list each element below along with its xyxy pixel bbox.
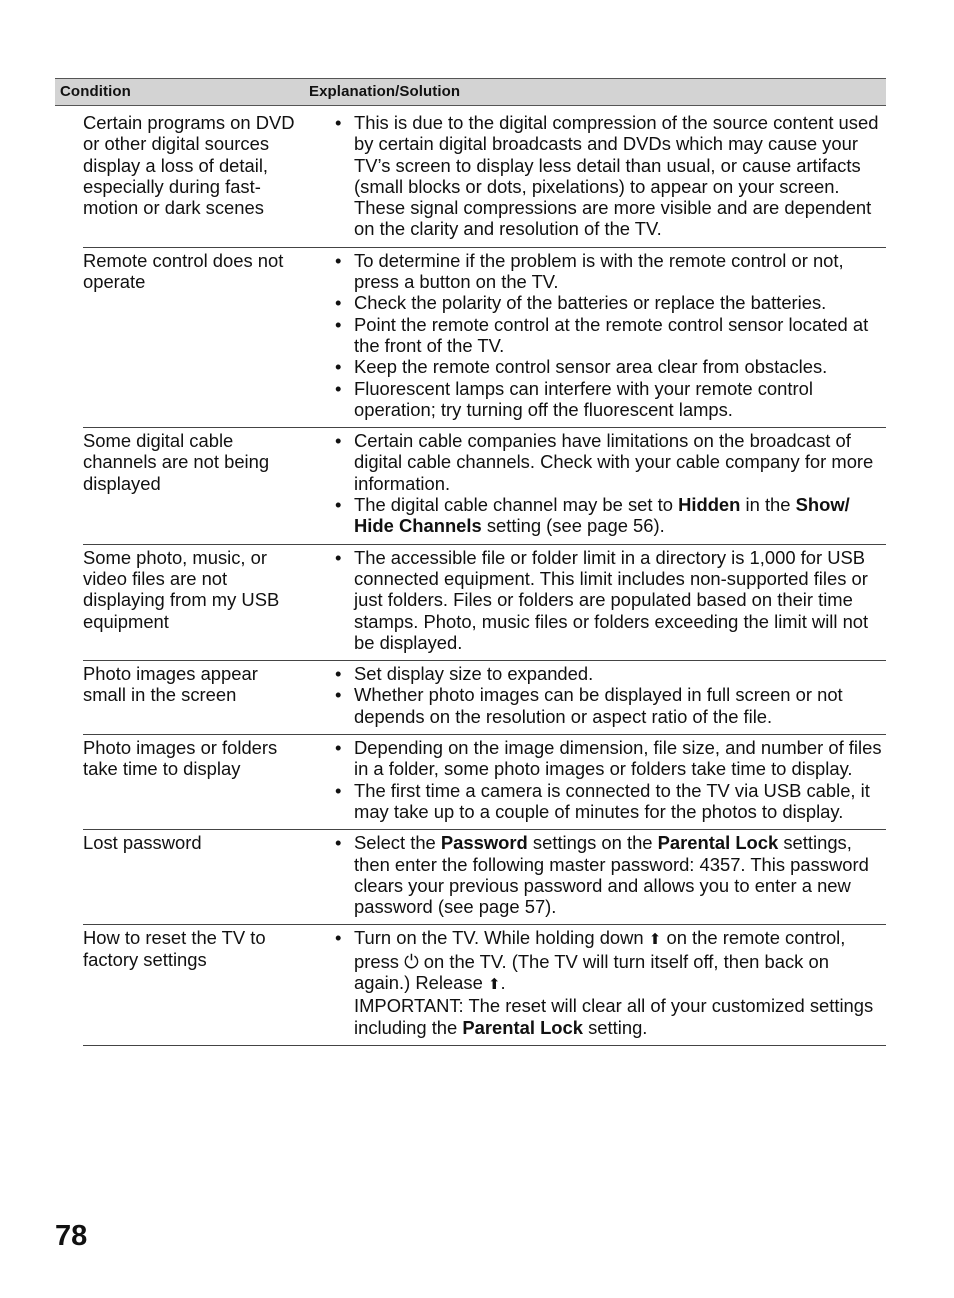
table-row (83, 428, 886, 544)
bullet: • (335, 313, 342, 335)
bullet: • (335, 377, 342, 399)
table-row (83, 735, 886, 830)
condition-header: Condition (60, 83, 131, 100)
list-item: • Set display size to expanded. (335, 663, 594, 685)
table-row (83, 248, 886, 428)
solution-cell (308, 832, 886, 917)
list-item: • This is due to the digital compression of the source content used by certain digital broadcasts and DVDs which may cause your TV’s screen to display less detail than usual, or cause artifacts (small blocks or dots, pixelations) to appear on your screen. These signal compressions are more visible and are dependent on the clarity and resolution of the TV. (335, 112, 879, 240)
bullet: • (335, 356, 342, 378)
list-item: • Whether photo images can be displayed in full screen or not depends on the resolution or aspect ratio of the file. (335, 684, 843, 727)
list-item: • Point the remote control at the remote control sensor located at the front of the TV. (335, 313, 869, 356)
bullet: • (335, 927, 342, 949)
bullet: • (335, 663, 342, 685)
condition-cell: How to reset the TV to factory settings (83, 927, 266, 970)
table-row (83, 545, 886, 661)
bullet: • (335, 832, 342, 854)
solution-cell (308, 663, 886, 727)
bullet: • (335, 494, 342, 516)
bullet: • (335, 546, 342, 568)
table-header (55, 78, 886, 106)
table-row (83, 110, 886, 248)
up-arrow-icon: ⬆ (648, 931, 662, 949)
table-row (83, 925, 886, 1045)
solution-cell (308, 112, 886, 240)
list-item: • Select the Password settings on the Parental Lock settings, then enter the following master password: 4357. This password clears your previous password and allows you to enter a new password (see page 57). (335, 832, 869, 918)
list-item: • Certain cable companies have limitations on the broadcast of digital cable channels. Check with your cable company for more information. (335, 430, 874, 494)
bullet: • (335, 684, 342, 706)
condition-cell: Some digital cable channels are not being displayed (83, 430, 270, 494)
up-arrow-icon: ⬆ (487, 975, 501, 993)
list-item: • To determine if the problem is with the remote control or not, press a button on the TV. (335, 249, 844, 293)
list-item: • Check the polarity of the batteries or replace the batteries. (335, 292, 827, 314)
bullet: • (335, 249, 342, 271)
condition-cell: Certain programs on DVD or other digital sources display a loss of detail, especially during fast-motion or dark scenes (83, 112, 295, 219)
table-row (83, 661, 886, 735)
list-item: • The digital cable channel may be set to Hidden in the Show/ Hide Channels setting (see page 56). (335, 494, 850, 537)
list-item: • Depending on the image dimension, file size, and number of files in a folder, some photo images or folders take time to display. (335, 737, 882, 780)
troubleshooting-table (83, 110, 886, 1046)
solution-cell (308, 547, 886, 653)
condition-cell: Remote control does not operate (83, 249, 284, 293)
explanation-header: Explanation/Solution (309, 83, 461, 100)
list-item: • Turn on the TV. While holding down ⬆ on the remote control, press ⏻ on the TV. (The TV will turn itself off, then back on again.) Release ⬆. IMPORTANT: The reset will clear all of your customized settings including the Parental Lock setting. (335, 927, 874, 1038)
list-item: • The accessible file or folder limit in a directory is 1,000 for USB connected equipment. This limit includes non-supported files or just folders. Files or folders are populated based on their time stamps. Photo, music files or folders exceeding the limit will not be displayed. (335, 546, 869, 653)
solution-cell (308, 737, 886, 822)
list-item: • Fluorescent lamps can interfere with your remote control operation; try turning off the fluorescent lamps. (335, 377, 813, 420)
bullet: • (335, 292, 342, 314)
condition-cell: Photo images appear small in the screen (83, 663, 258, 706)
solution-cell (308, 250, 886, 420)
bullet: • (335, 112, 342, 133)
bullet: • (335, 430, 342, 452)
solution-cell (308, 430, 886, 536)
list-item: • The first time a camera is connected to the TV via USB cable, it may take up to a couple of minutes for the photos to display. (335, 779, 870, 822)
bullet: • (335, 737, 342, 759)
condition-cell: Photo images or folders take time to display (83, 737, 278, 780)
table-row (83, 830, 886, 925)
solution-cell (308, 927, 886, 1037)
condition-cell: Lost password (83, 832, 202, 854)
power-icon: ⏻ (404, 950, 419, 972)
bullet: • (335, 779, 342, 801)
condition-cell: Some photo, music, or video files are not displaying from my USB equipment (83, 546, 280, 632)
page-number: 78 (55, 1220, 88, 1252)
list-item: • Keep the remote control sensor area clear from obstacles. (335, 356, 828, 378)
